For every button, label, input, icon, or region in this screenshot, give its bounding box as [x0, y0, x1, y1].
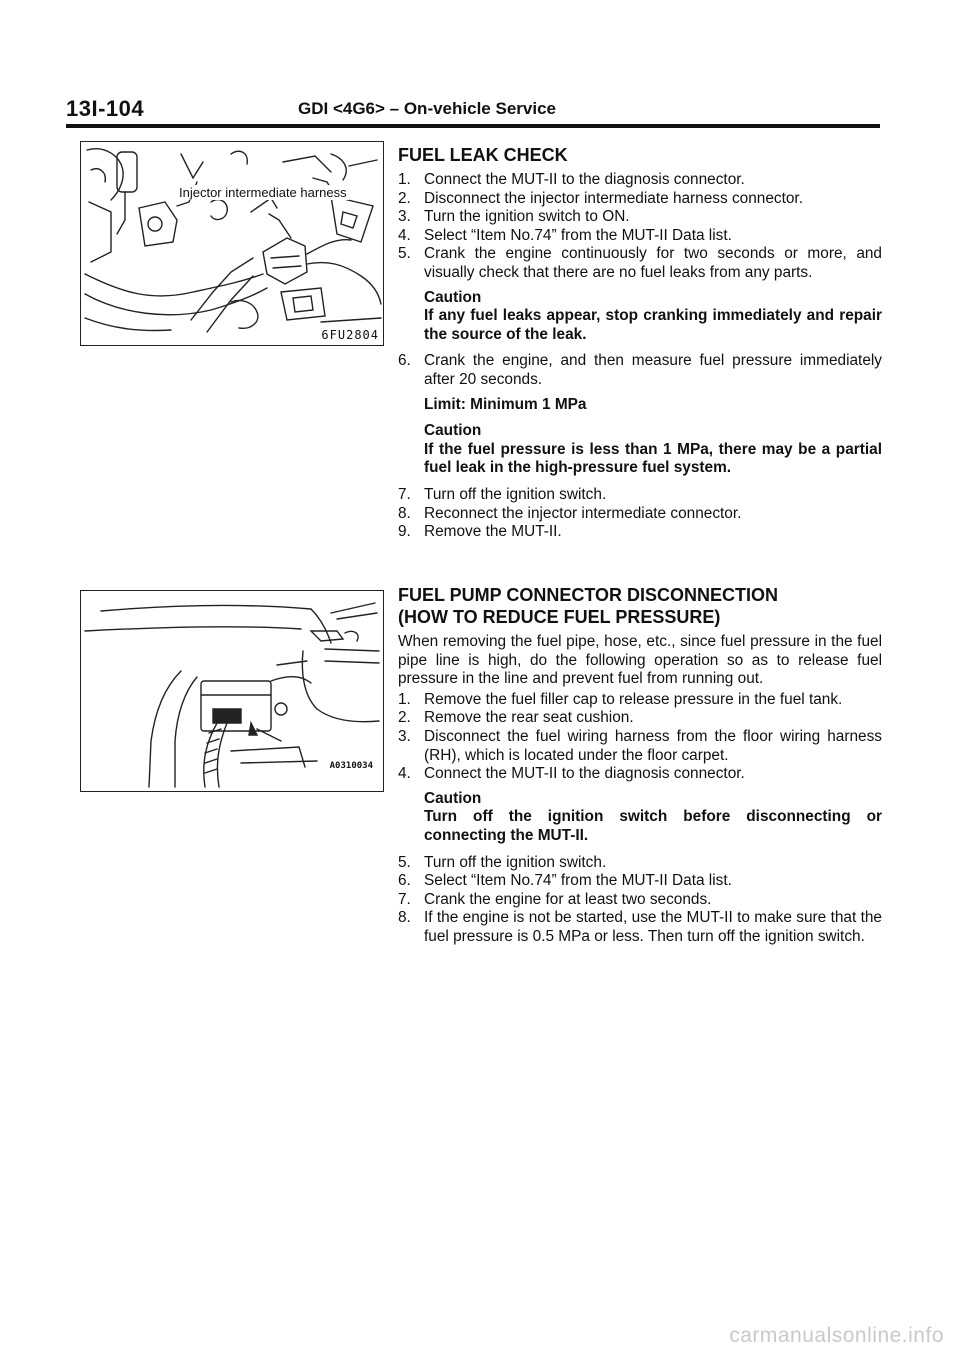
- steps-list: [398, 691, 882, 784]
- list-item: 1. Connect the MUT-II to the diagnosis connector.: [398, 171, 745, 188]
- list-item: 4. Connect the MUT-II to the diagnosis connector.: [398, 765, 745, 783]
- watermark-link[interactable]: carmanualsonline.info: [729, 1324, 944, 1347]
- figure-label: Injector intermediate harness: [179, 185, 347, 200]
- limit-value: Limit: Minimum 1 MPa: [424, 395, 587, 413]
- caution-note: [424, 790, 882, 846]
- list-item: 1. Remove the fuel filler cap to release pressure in the fuel tank.: [398, 690, 843, 708]
- steps-list: [398, 486, 882, 542]
- section-fuel-leak-check: [398, 144, 882, 542]
- caution-heading: Caution: [424, 288, 482, 306]
- list-item: 2. Disconnect the injector intermediate harness connector.: [398, 189, 803, 207]
- list-item: 3. Turn the ignition switch to ON.: [398, 208, 630, 226]
- figure-injector-harness: [80, 141, 384, 346]
- list-item: 8. Reconnect the injector intermediate connector.: [398, 504, 742, 522]
- steps-list: [398, 171, 882, 283]
- section-fuel-pump-connector: [398, 584, 882, 947]
- figure-code: 6FU2804: [321, 328, 379, 342]
- steps-list: [398, 854, 882, 947]
- list-item: 5. Crank the engine continuously for two seconds or more, and visually check that there are no fuel leaks from any parts.: [398, 245, 882, 281]
- list-item: 4. Select “Item No.74” from the MUT-II Data list.: [398, 226, 732, 244]
- page-header: [66, 96, 880, 122]
- section-title: FUEL LEAK CHECK: [398, 145, 568, 165]
- list-item: 5. Turn off the ignition switch.: [398, 853, 607, 871]
- caution-note: [424, 289, 882, 345]
- page-number: 13I-104: [66, 96, 145, 121]
- caution-text: If the fuel pressure is less than 1 MPa, there may be a partial fuel leak in the high-pressure fuel system.: [424, 440, 882, 477]
- list-item: 9. Remove the MUT-II.: [398, 523, 562, 541]
- list-item: 8. If the engine is not be started, use the MUT-II to make sure that the fuel pressure is 0.5 MPa or less. Then turn off the ignition switch.: [398, 909, 882, 945]
- engine-bay-illustration: [81, 142, 383, 345]
- caution-heading: Caution: [424, 422, 482, 440]
- section-intro: When removing the fuel pipe, hose, etc., since fuel pressure in the fuel pipe line is high, do the following operation so as to release fuel pressure in the line and prevent fuel from running out.: [398, 633, 882, 688]
- caution-note: [424, 422, 882, 478]
- header-title: GDI <4G6> – On-vehicle Service: [298, 99, 556, 118]
- caution-heading: Caution: [424, 789, 482, 807]
- section-title-line1: FUEL PUMP CONNECTOR DISCONNECTION: [398, 585, 779, 605]
- figure-code: A0310034: [329, 761, 373, 771]
- list-item: 7. Turn off the ignition switch.: [398, 485, 607, 503]
- list-item: 7. Crank the engine for at least two seconds.: [398, 890, 712, 908]
- list-item: 6. Crank the engine, and then measure fuel pressure immediately after 20 seconds.: [398, 352, 882, 388]
- list-item: 3. Disconnect the fuel wiring harness from the floor wiring harness (RH), which is located under the floor carpet.: [398, 727, 882, 764]
- figure-fuel-pump-connector: [80, 590, 384, 792]
- caution-text: If any fuel leaks appear, stop cranking immediately and repair the source of the leak.: [424, 307, 882, 343]
- limit-note: [424, 396, 882, 415]
- caution-text: Turn off the ignition switch before disconnecting or connecting the MUT-II.: [424, 808, 882, 844]
- list-item: 6. Select “Item No.74” from the MUT-II Data list.: [398, 872, 732, 890]
- section-title: [398, 584, 882, 628]
- list-item: 2. Remove the rear seat cushion.: [398, 709, 634, 727]
- header-rule: [66, 124, 880, 128]
- section-title-line2: (HOW TO REDUCE FUEL PRESSURE): [398, 607, 721, 627]
